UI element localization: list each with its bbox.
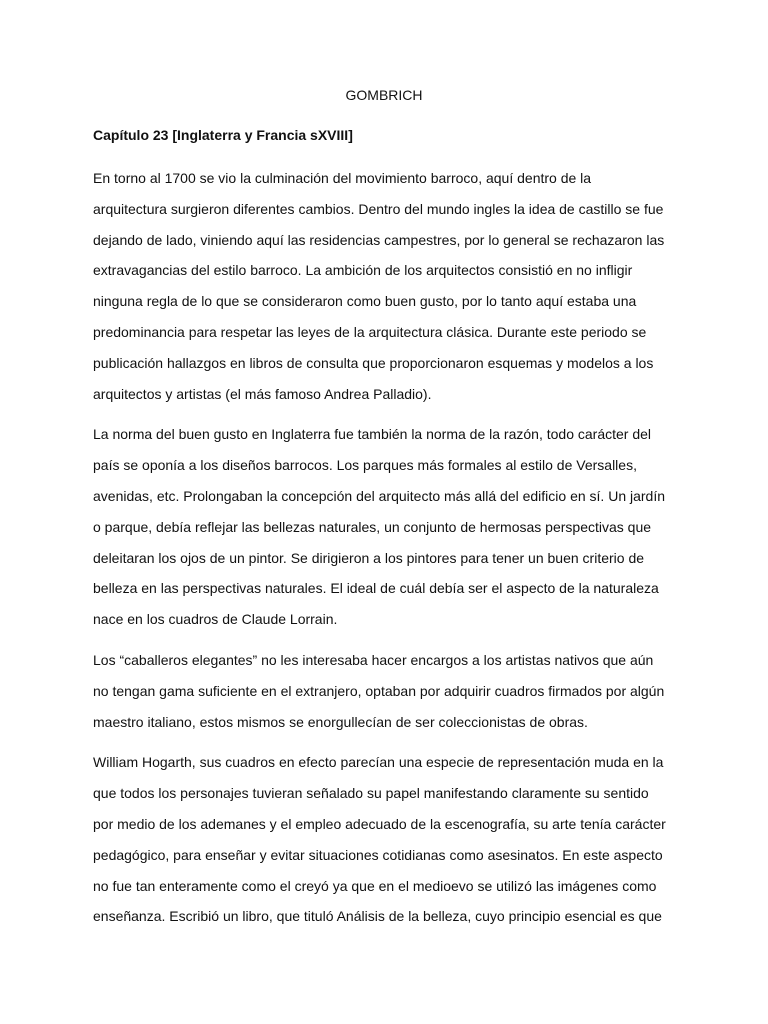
chapter-heading: Capítulo 23 [Inglaterra y Francia sXVIII] [93,127,353,143]
text-line: enseñanza. Escribió un libro, que tituló Análisis de la belleza, cuyo principio esencial es que [93,908,662,925]
text-line: deleitaran los ojos de un pintor. Se dirigieron a los pintores para tener un buen criterio de [93,549,645,566]
text-line: maestro italiano, estos mismos se enorgullecían de ser coleccionistas de obras. [93,713,588,730]
text-line: ninguna regla de lo que se consideraron como buen gusto, por lo tanto aquí estaba una [93,293,637,310]
text-line: En torno al 1700 se vio la culminación del movimiento barroco, aquí dentro de la [93,170,592,186]
paragraph [93,163,680,409]
text-line: pedagógico, para enseñar y evitar situaciones cotidianas como asesinatos. En este aspecto [93,846,663,863]
text-line: Los “caballeros elegantes” no les interesaba hacer encargos a los artistas nativos que aún [93,651,654,668]
text-line: por medio de los ademanes y el empleo adecuado de la escenografía, su arte tenía carácter [93,815,666,832]
text-line: William Hogarth, sus cuadros en efecto parecían una especie de representación muda en la [93,754,664,771]
document-title: GOMBRICH [345,87,423,103]
text-line: no tengan gama suficiente en el extranjero, optaban por adquirir cuadros firmados por algún [93,682,665,699]
text-line: dejando de lado, viniendo aquí las residencias campestres, por lo general se rechazaron las [93,231,665,248]
text-line: arquitectura surgieron diferentes cambios. Dentro del mundo ingles la idea de castillo se fue [93,200,664,217]
text-line: nace en los cuadros de Claude Lorrain. [93,611,338,628]
text-line: predominancia para respetar las leyes de la arquitectura clásica. Durante este periodo se [93,323,647,340]
text-line: o parque, debía reflejar las bellezas naturales, un conjunto de hermosas perspectivas que [93,518,652,535]
text-line: publicación hallazgos en libros de consulta que proporcionaron esquemas y modelos a los [93,354,654,371]
text-line: país se oponía a los diseños barrocos. Los parques más formales al estilo de Versalles, [93,457,637,474]
text-line: arquitectos y artistas (el más famoso Andrea Palladio). [93,385,432,402]
paragraph [93,747,680,932]
text-line: avenidas, etc. Prolongaban la concepción del arquitecto más allá del edificio en sí. Un jardín [93,487,666,504]
text-line: que todos los personajes tuvieran señalado su papel manifestando claramente su sentido [93,785,649,802]
text-line: extravagancias del estilo barroco. La ambición de los arquitectos consistió en no infligir [93,262,633,279]
paragraph [93,645,680,737]
text-line: La norma del buen gusto en Inglaterra fue también la norma de la razón, todo carácter del [93,426,652,443]
document-body [93,163,680,942]
paragraph [93,419,680,635]
text-line: belleza en las perspectivas naturales. El ideal de cuál debía ser el aspecto de la naturaleza [93,580,659,597]
text-line: no fue tan enteramente como el creyó ya que en el medioevo se utilizó las imágenes como [93,877,657,894]
